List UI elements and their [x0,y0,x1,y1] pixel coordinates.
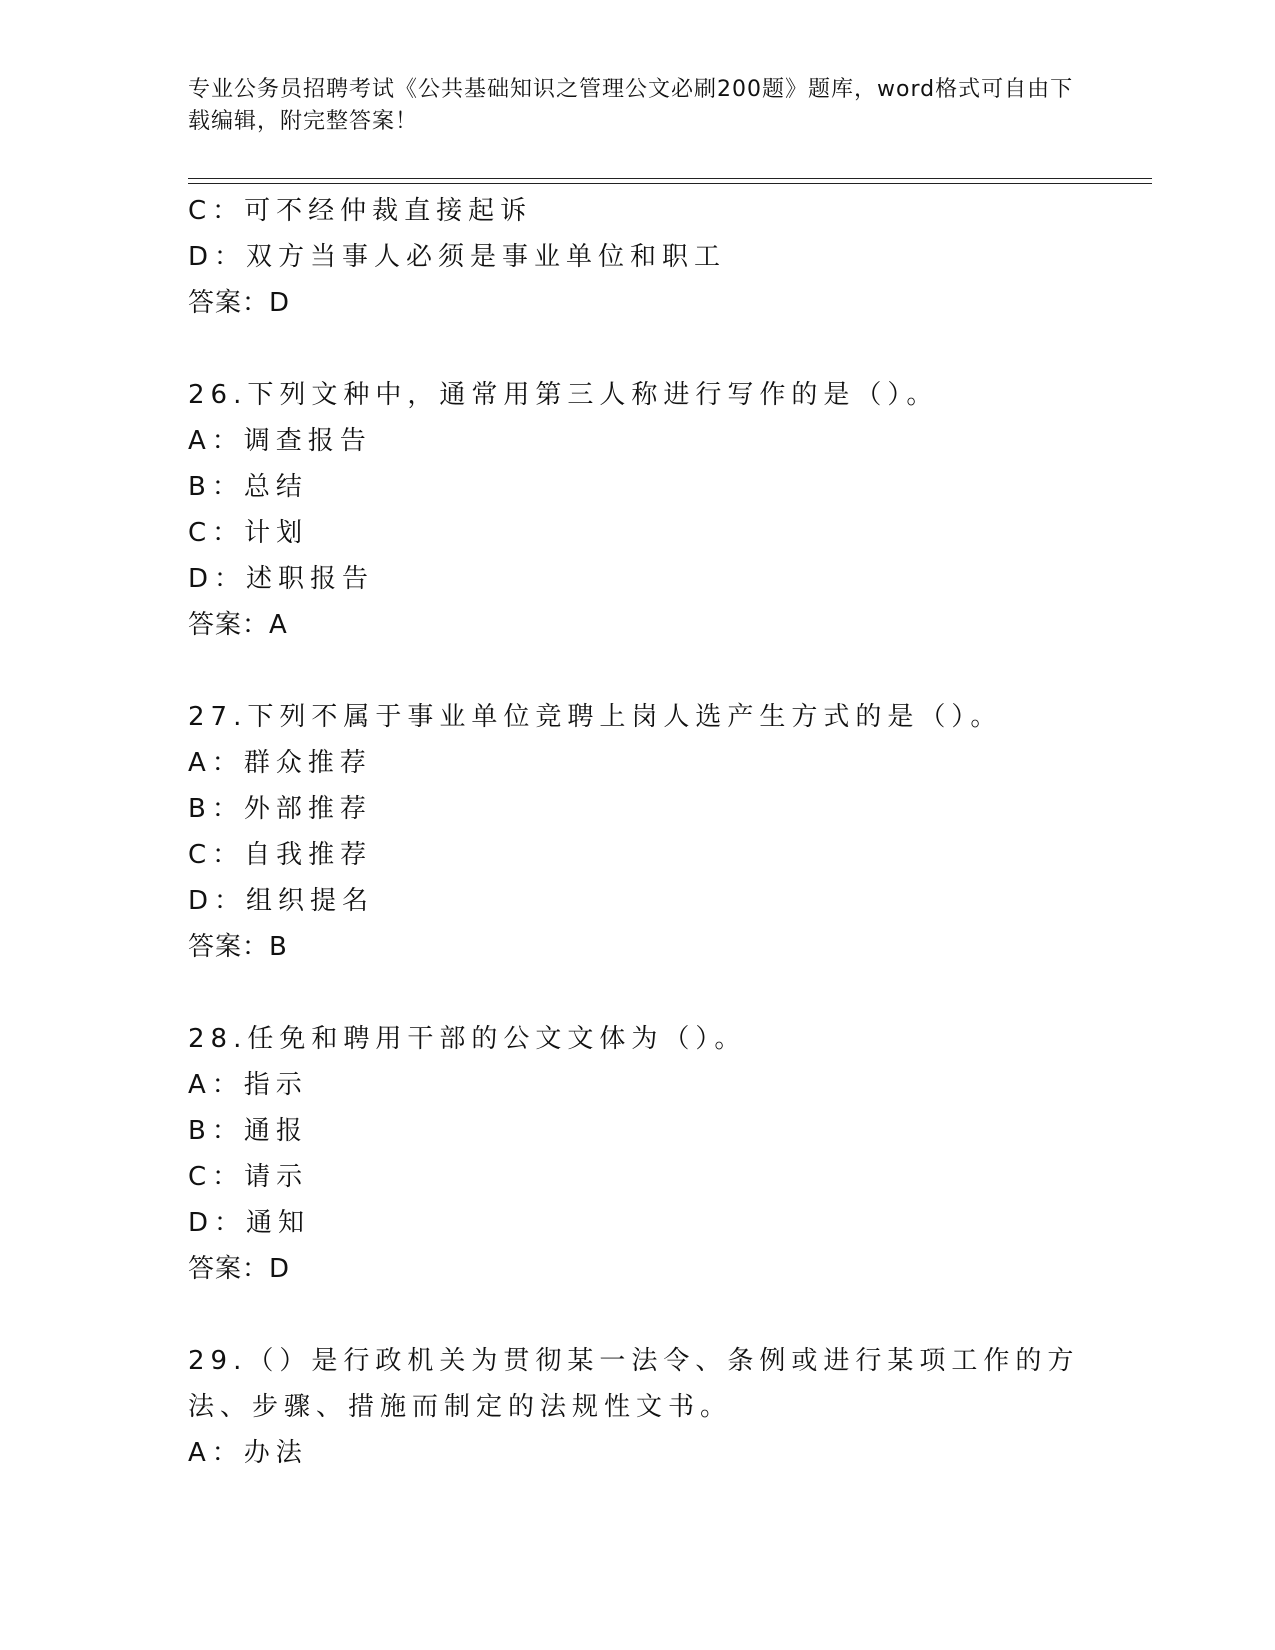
answer: 答案：D [188,1254,291,1284]
question-27 [188,694,1108,970]
option-c: C：请示 [188,1162,309,1192]
option-d: D：通知 [188,1208,311,1238]
question-stem: 26.下列文种中，通常用第三人称进行写作的是（）。 [188,380,939,410]
question-26 [188,372,1108,648]
option-d: D：双方当事人必须是事业单位和职工 [188,242,727,272]
document-header: 专业公务员招聘考试《公共基础知识之管理公文必刷200题》题库，word格式可自由下载编辑，附完整答案！ [188,77,1074,134]
option-c: C：可不经仲裁直接起诉 [188,196,533,226]
option-a: A：办法 [188,1438,308,1468]
answer: 答案：D [188,288,291,318]
option-d: D：组织提名 [188,886,375,916]
question-stem: 29.（）是行政机关为贯彻某一法令、条例或进行某项工作的方法、步骤、措施而制定的法规性文书。 [188,1346,1080,1422]
header-rule-top [188,178,1152,179]
option-d: D：述职报告 [188,564,375,594]
option-a: A：指示 [188,1070,308,1100]
option-b: B：总结 [188,472,308,502]
option-a: A：调查报告 [188,426,372,456]
header-rule-bottom [188,183,1152,184]
question-28 [188,1016,1108,1292]
option-b: B：通报 [188,1116,308,1146]
answer: 答案：B [188,932,288,962]
option-b: B：外部推荐 [188,794,372,824]
question-stem: 27.下列不属于事业单位竞聘上岗人选产生方式的是（）。 [188,702,1003,732]
option-c: C：自我推荐 [188,840,373,870]
option-a: A：群众推荐 [188,748,372,778]
question-list [188,188,1108,1476]
option-c: C：计划 [188,518,309,548]
question-29 [188,1338,1108,1476]
answer: 答案：A [188,610,288,640]
question-stem: 28.任免和聘用干部的公文文体为（）。 [188,1024,747,1054]
